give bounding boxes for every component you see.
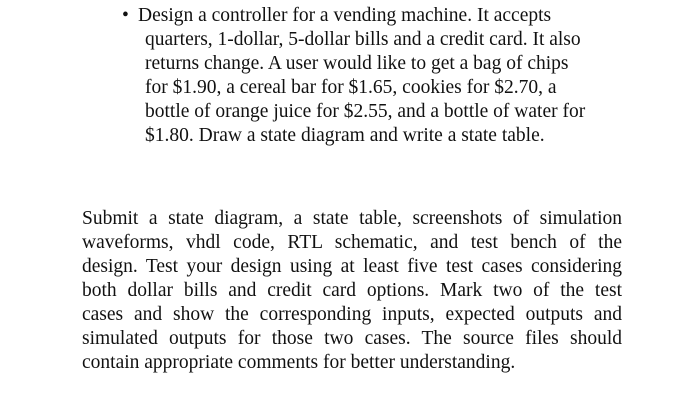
paragraph-line: both dollar bills and credit card options. Mark two of the test — [82, 280, 622, 301]
bullet-marker: • — [122, 5, 129, 26]
bullet-line: returns change. A user would like to get a bag of chips — [145, 53, 569, 74]
assignment-bullet — [122, 4, 622, 148]
paragraph-line: cases and show the corresponding inputs, expected outputs and — [82, 304, 622, 325]
paragraph-line: waveforms, vhdl code, RTL schematic, and test bench of the — [82, 232, 622, 253]
bullet-line: bottle of orange juice for $2.55, and a bottle of water for — [145, 101, 586, 122]
bullet-line: quarters, 1-dollar, 5-dollar bills and a credit card. It also — [145, 29, 581, 50]
bullet-line: Design a controller for a vending machine. It accepts — [138, 5, 552, 26]
paragraph-line: Submit a state diagram, a state table, screenshots of simulation — [82, 208, 622, 229]
submission-paragraph — [82, 207, 622, 375]
paragraph-line: design. Test your design using at least five test cases considering — [82, 256, 622, 277]
paragraph-line: contain appropriate comments for better understanding. — [82, 352, 516, 373]
paragraph-line: simulated outputs for those two cases. The source files should — [82, 328, 622, 349]
bullet-line: $1.80. Draw a state diagram and write a state table. — [145, 125, 545, 146]
bullet-line: for $1.90, a cereal bar for $1.65, cookies for $2.70, a — [145, 77, 557, 98]
